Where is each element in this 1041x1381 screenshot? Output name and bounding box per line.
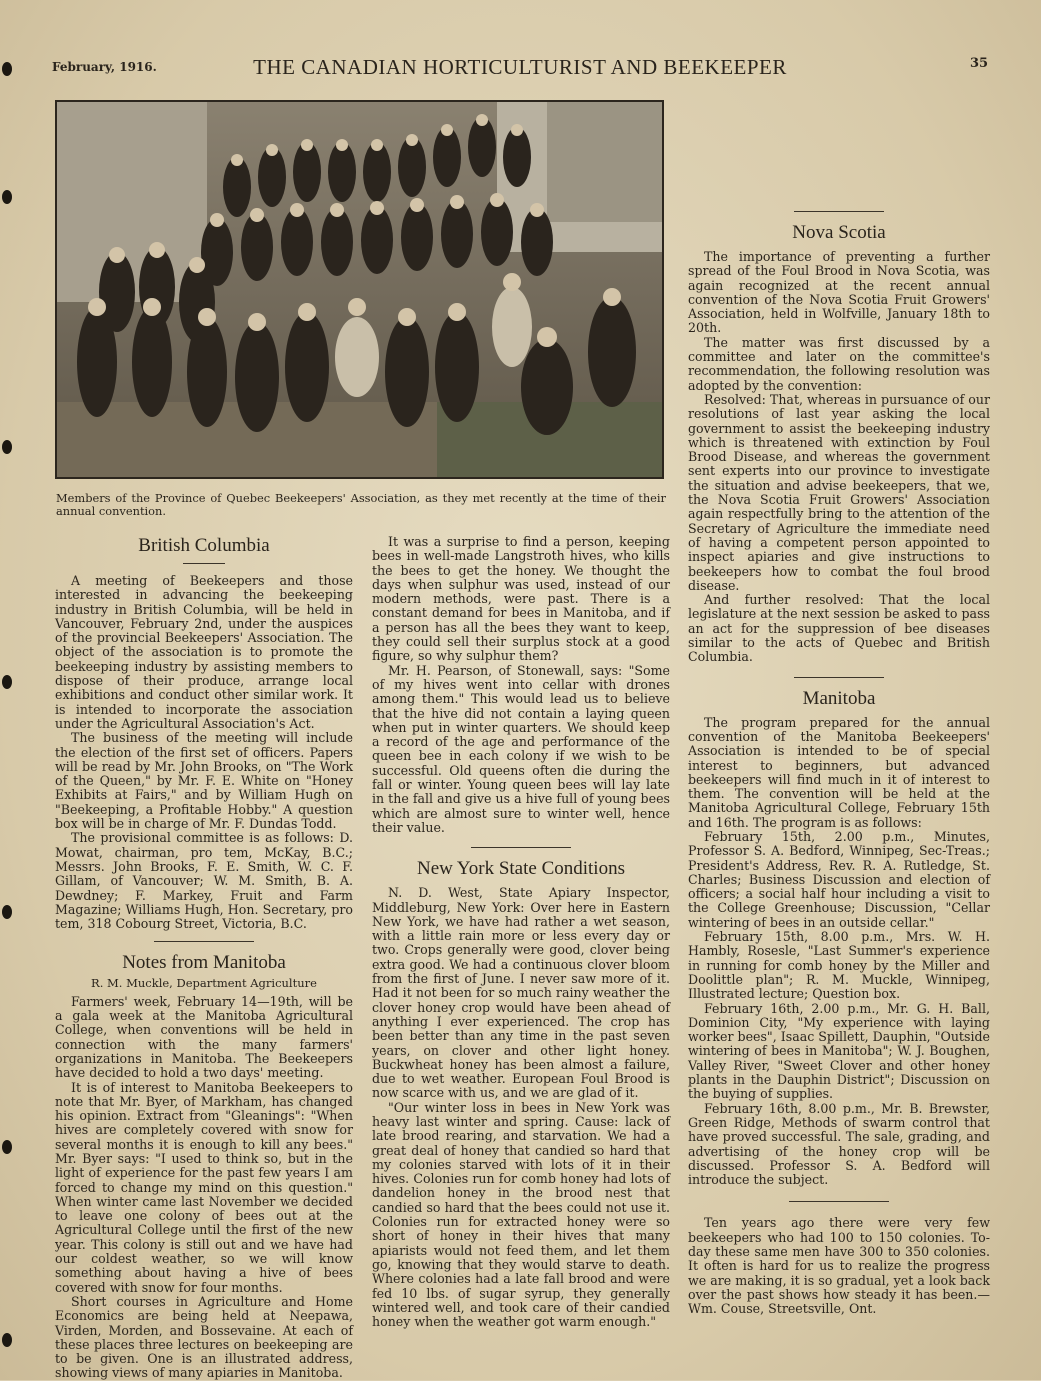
group-photograph xyxy=(55,100,664,479)
section-divider xyxy=(471,847,571,848)
new-york-heading: New York State Conditions xyxy=(417,858,625,880)
section-divider xyxy=(154,941,254,942)
group-photograph-illustration xyxy=(57,102,662,477)
section-divider xyxy=(794,677,884,678)
new-york-paragraph: N. D. West, State Apiary Inspector, Middleburg, New York: Over here in Eastern New York, we have had rather a wet season, with a little rain more or less every day or two. Crops generally were good, clover being extra good. We had a continuous clover bloom from the first of June. I never saw more of it. Had it not been for so much rainy weather the clover honey crop would have been ahead of anything I ever experienced. The crop has been better than any time in the past seven years, on clover and other light honey. Buckwheat honey has been almost a failure, due to wet weather. European Foul Brood is now scarce with us, and we are glad of it. xyxy=(372,885,670,1101)
notes-manitoba-paragraph: Mr. H. Pearson, of Stonewall, says: "Some of my hives went into cellar with drones among them." This would lead us to believe that the hive did not contain a laying queen when put in winter quarters. We should keep a record of the age and performance of the queen bee in each colony if we wish to be successful. Old queens often die during the fall or winter. Young queen bees will lay late in the fall and give us a hive full of young bees which are almost sure to winter well, hence their value. xyxy=(372,662,670,835)
british-columbia-heading: British Columbia xyxy=(138,535,270,556)
binding-hole xyxy=(2,190,12,204)
british-columbia-paragraph: The business of the meeting will include the election of the first set of officers. Papers will be read by Mr. John Brooks, on "The Work of the Queen," by Mr. F. E. White on "Honey Exhibits at Fairs," and by William Hugh on "Beekeeping, a Profitable Hobby." A question box will be in charge of Mr. F. Dundas Todd. xyxy=(55,730,353,832)
manitoba-paragraph: February 15th, 2.00 p.m., Minutes, Professor S. A. Bedford, Winnipeg, Sec-Treas.; President's Address, Rev. R. A. Rutledge, St. Charles; Business Discussion and election of officers; a social half hour including a visit to the College Greenhouse; Discussion, "Cellar wintering of bees in an outside cellar." xyxy=(688,828,990,930)
nova-scotia-paragraph: The matter was first discussed by a committee and later on the committee's recommendation, the following resolution was adopted by the convention: xyxy=(688,334,990,393)
couse-note-paragraph: Ten years ago there were very few beekeepers who had 100 to 150 colonies. To-day these same men have 300 to 350 colonies. It often is hard for us to realize the progress we are making, it is so gradual, yet a look back over the past shows how steady it has been.—Wm. Couse, Streetsville, Ont. xyxy=(688,1215,990,1317)
binding-hole xyxy=(2,440,12,454)
notes-manitoba-paragraph: Farmers' week, February 14—19th, will be a gala week at the Manitoba Agricultural College, when conventions will be held in connection with the many farmers' organizations in Manitoba. The Beekeepers have decided to hold a two days' meeting. xyxy=(55,993,353,1081)
column-middle xyxy=(372,535,670,1329)
notes-manitoba-byline: R. M. Muckle, Department Agriculture xyxy=(91,976,317,991)
nova-scotia-paragraph: And further resolved: That the local legislature at the next session be asked to pass an act for the suppression of bee diseases similar to the acts of Quebec and British Columbia. xyxy=(688,592,990,665)
column-left xyxy=(55,535,353,1381)
manitoba-heading: Manitoba xyxy=(802,687,876,709)
magazine-title: THE CANADIAN HORTICULTURIST AND BEEKEEPER xyxy=(253,55,787,79)
nova-scotia-paragraph: Resolved: That, whereas in pursuance of our resolutions of last year asking the local government to assist the beekeeping industry which is threatened with extinction by Foul Brood Disease, and whereas the government sent experts into our province to investigate the situation and advise beekeepers, that we, the Nova Scotia Fruit Growers' Association again respectfully bring to the attention of the Secretary of Agriculture the immediate need of having a competent person appointed to inspect apiaries and give instructions to beekeepers how to combat the foul brood disease. xyxy=(688,391,990,593)
page-number: 35 xyxy=(970,56,989,71)
manitoba-paragraph: February 16th, 8.00 p.m., Mr. B. Brewster, Green Ridge, Methods of swarm control that have proved successful. The sale, grading, and advertising of the honey crop will be discussed. Professor S. A. Bedford will introduce the subject. xyxy=(688,1100,990,1188)
issue-date: February, 1916. xyxy=(52,60,157,74)
section-divider xyxy=(794,211,884,212)
binding-hole xyxy=(2,675,12,689)
notes-manitoba-paragraph: It is of interest to Manitoba Beekeepers to note that Mr. Byer, of Markham, has changed his opinion. Extract from "Gleanings": "When hives are completely covered with snow for several months it is enough to kill any bees." Mr. Byer says: "I used to think so, but in the light of experience for the past few years I am forced to change my mind on this question." When winter came last November we decided to leave one colony of bees out at the Agricultural College until the first of the new year. This colony is still out and we have had our coldest weather, so we will know something about having a hive of bees covered with snow for four months. xyxy=(55,1079,353,1295)
section-divider xyxy=(789,1201,889,1202)
binding-hole xyxy=(2,1333,12,1347)
binding-hole xyxy=(2,1140,12,1154)
section-divider xyxy=(183,563,225,564)
british-columbia-paragraph: A meeting of Beekeepers and those interested in advancing the beekeeping industry in British Columbia, will be held in Vancouver, February 2nd, under the auspices of the provincial Beekeepers' Association. The object of the association is to promote the beekeeping industry by assisting members to dispose of their produce, arrange local exhibitions and conduct other similar work. It is intended to incorporate the association under the Agricultural Association's Act. xyxy=(55,573,353,731)
nova-scotia-heading: Nova Scotia xyxy=(792,222,886,243)
notes-manitoba-paragraph: Short courses in Agriculture and Home Economics are being held at Neepawa, Virden, Morden, and Bossevaine. At each of these places three lectures on beekeeping are to be given. One is an illustrated address, showing views of many apiaries in Manitoba. xyxy=(55,1293,353,1381)
british-columbia-paragraph: The provisional committee is as follows: D. Mowat, chairman, pro tem, McKay, B.C.; Messrs. John Brooks, F. E. Smith, W. C. F. Gillam, of Vancouver; W. M. Smith, B. A. Dewdney; F. Markey, Fruit and Farm Magazine; Williams Hugh, Hon. Secretary, pro tem, 318 Cobourg Street, Victoria, B.C. xyxy=(55,830,353,932)
binding-hole xyxy=(2,62,12,76)
nova-scotia-paragraph: The importance of preventing a further spread of the Foul Brood in Nova Scotia, was again recognized at the recent annual convention of the Nova Scotia Fruit Growers' Association, held in Wolfville, January 18th to 20th. xyxy=(688,249,990,336)
notes-manitoba-paragraph: It was a surprise to find a person, keeping bees in well-made Langstroth hives, who kills the bees to get the honey. We thought the days when sulphur was used, instead of our modern methods, were past. There is a constant demand for bees in Manitoba, and if a person has all the bees they want to keep, they could sell their surplus stock at a good figure, so why sulphur them? xyxy=(372,534,670,664)
new-york-paragraph: "Our winter loss in bees in New York was heavy last winter and spring. Cause: lack of late brood rearing, and starvation. We had a great deal of honey that candied so hard that my colonies starved with lots of it in their hives. Colonies run for comb honey had lots of dandelion honey in the brood nest that candied so hard that the bees could not use it. Colonies run for extracted honey were so short of honey in their hives that many apiarists would not feed them, and let them go, knowing that they would starve to death. Where colonies had a late fall brood and were fed 10 lbs. of sugar syrup, they generally wintered well, and took care of their candied honey when the weather got warm enough." xyxy=(372,1099,670,1330)
binding-hole xyxy=(2,905,12,919)
photo-caption: Members of the Province of Quebec Beekeepers' Association, as they met recently at the time of their annual convention. xyxy=(56,491,666,518)
manitoba-paragraph: February 15th, 8.00 p.m., Mrs. W. H. Hambly, Rosesle, "Last Summer's experience in running for comb honey by the Miller and Doolittle plan"; R. M. Muckle, Winnipeg, Illustrated lecture; Question box. xyxy=(688,929,990,1002)
notes-manitoba-heading: Notes from Manitoba xyxy=(122,952,286,974)
column-right xyxy=(688,97,990,1316)
manitoba-paragraph: The program prepared for the annual convention of the Manitoba Beekeepers' Association is intended to be of special interest to beginners, but advanced beekeepers will find much in it of interest to them. The convention will be held at the Manitoba Agricultural College, February 15th and 16th. The program is as follows: xyxy=(688,714,990,830)
manitoba-paragraph: February 16th, 2.00 p.m., Mr. G. H. Ball, Dominion City, "My experience with laying worker bees", Isaac Spillett, Dauphin, "Outside wintering of bees in Manitoba"; W. J. Boughen, Valley River, "Sweet Clover and other honey plants in the Dauphin District"; Discussion on the buying of supplies. xyxy=(688,1000,990,1102)
